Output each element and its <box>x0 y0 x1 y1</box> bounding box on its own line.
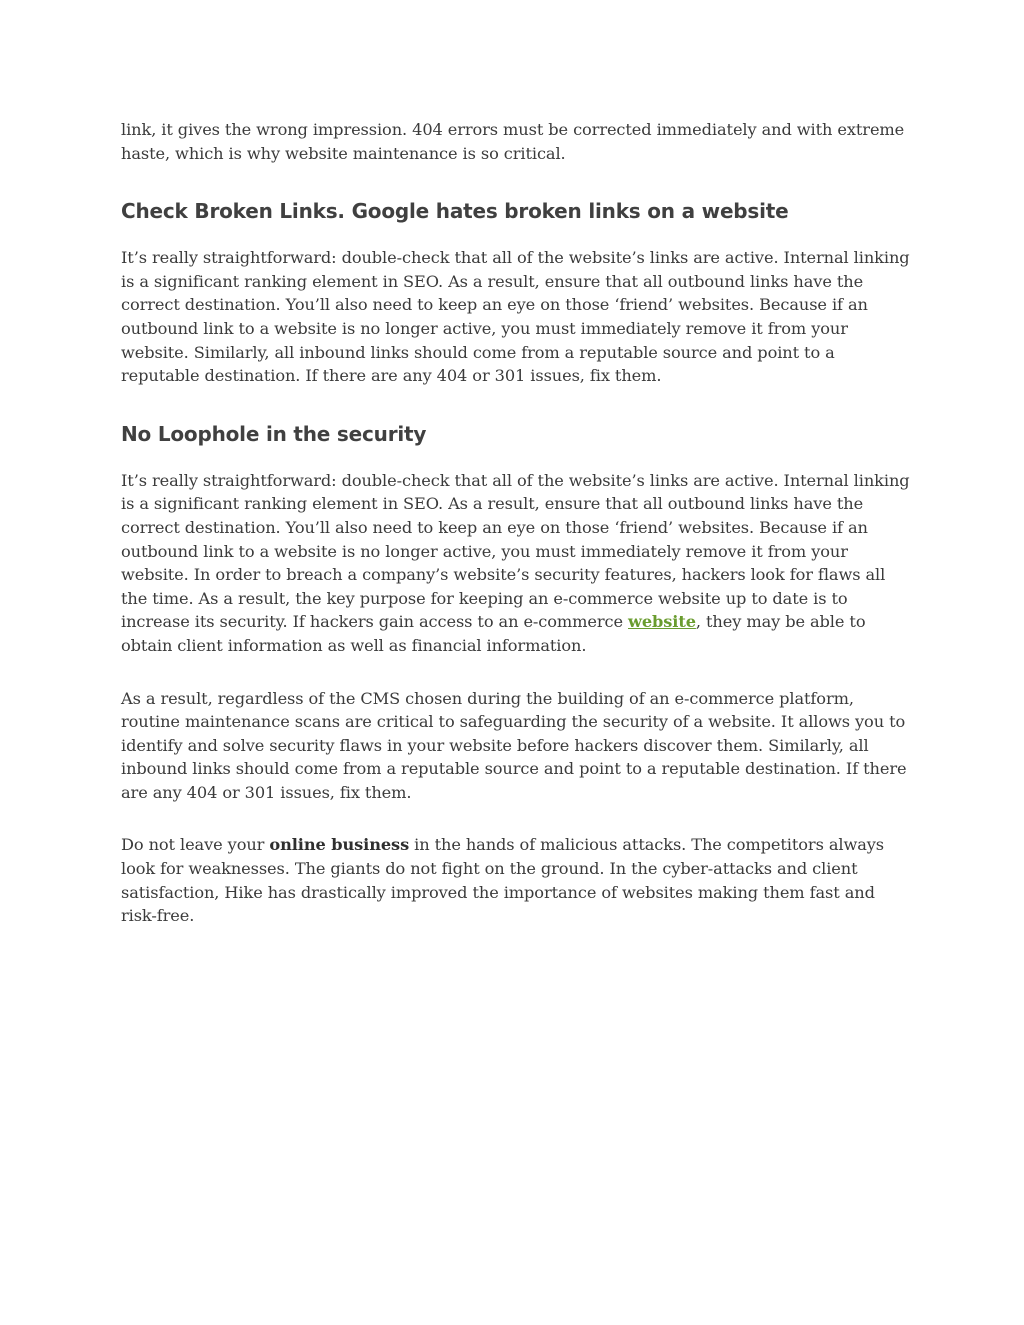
paragraph-intro: link, it gives the wrong impression. 404 errors must be corrected immediately and with extreme haste, which is why website maintenance is so critical. <box>121 120 905 163</box>
closing-text-before-bold: Do not leave your <box>121 835 270 855</box>
website-link[interactable]: website <box>628 612 696 632</box>
closing-text-after-bold: in the hands of malicious attacks. The competitors always look for weaknesses. The giants do not fight on the ground. In the cyber-attacks and client satisfaction, Hike has drastically improved the importance of websites making them fast and risk-free. <box>121 835 885 926</box>
paragraph-closing <box>121 833 911 927</box>
paragraph-cms: As a result, regardless of the CMS chosen during the building of an e-commerce platform, routine maintenance scans are critical to safeguarding the security of a website. It allows you to identify and solve security flaws in your website before hackers discover them. Similarly, all inbound links should come from a reputable source and point to a reputable destination. If there are any 404 or 301 issues, fix them. <box>121 688 907 802</box>
security-text-after-link: , they may be able to obtain client information as well as financial information. <box>121 612 866 655</box>
document-page <box>121 118 911 928</box>
online-business-bold: online business <box>269 835 410 855</box>
heading-no-loophole: No Loophole in the security <box>121 421 427 446</box>
heading-check-broken-links: Check Broken Links. Google hates broken links on a website <box>121 199 789 224</box>
paragraph-security <box>121 469 911 658</box>
paragraph-broken-links: It’s really straightforward: double-check that all of the website’s links are active. Internal linking is a significant ranking element in SEO. As a result, ensure that all outbound links have the correct destination. You’ll also need to keep an eye on those ‘friend’ websites. Because if an outbound link to a website is no longer active, you must immediately remove it from your website. Similarly, all inbound links should come from a reputable source and point to a reputable destination. If there are any 404 or 301 issues, fix them. <box>121 248 910 386</box>
security-text-before-link: It’s really straightforward: double-check that all of the website’s links are active. Internal linking is a significant ranking element in SEO. As a result, ensure that all outbound links have the correct destination. You’ll also need to keep an eye on those ‘friend’ websites. Because if an outbound link to a website is no longer active, you must immediately remove it from your website. In order to breach a company’s website’s security features, hackers look for flaws all the time. As a result, the key purpose for keeping an e-commerce website up to date is to increase its security. If hackers gain access to an e-commerce <box>121 470 910 632</box>
